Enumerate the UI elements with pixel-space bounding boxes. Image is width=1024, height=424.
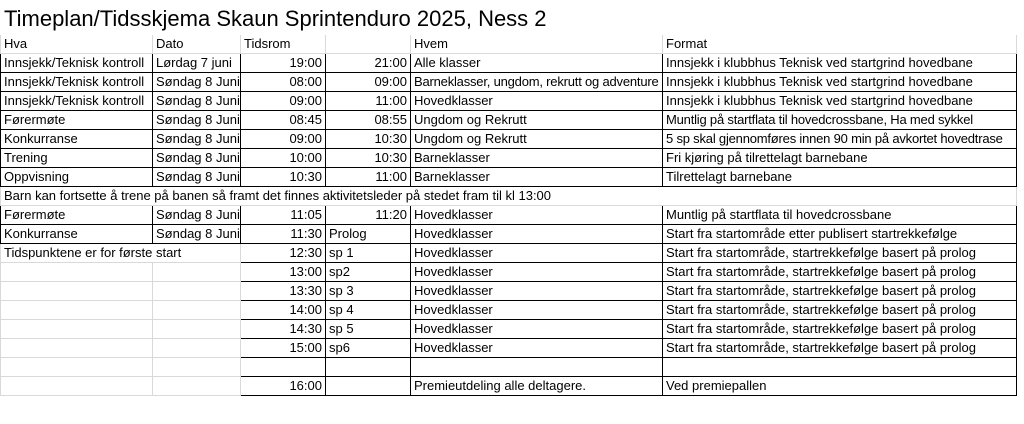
footnote-cell[interactable]: Tidspunktene er for første start	[1, 244, 241, 263]
cell-empty[interactable]	[241, 358, 326, 377]
cell-empty[interactable]	[411, 358, 663, 377]
header-format[interactable]: Format	[663, 35, 1017, 54]
cell-fra[interactable]: 10:30	[241, 168, 326, 187]
cell-hvem[interactable]: Alle klasser	[411, 54, 663, 73]
cell-format[interactable]: Innsjekk i klubbhus Teknisk ved startgrind hovedbane	[663, 92, 1017, 111]
cell-hva[interactable]: Innsjekk/Teknisk kontroll	[1, 54, 153, 73]
table-row	[1, 377, 1017, 396]
cell-sp[interactable]: sp 1	[326, 244, 411, 263]
cell-format[interactable]: Muntlig på startflata til hovedcrossbane	[663, 206, 1017, 225]
cell-format[interactable]: Fri kjøring på tilrettelagt barnebane	[663, 149, 1017, 168]
table-row	[1, 111, 1017, 130]
cell-format[interactable]: Muntlig på startflata til hovedcrossbane, Ha med sykkel	[663, 111, 1017, 130]
cell-sp[interactable]: sp6	[326, 339, 411, 358]
cell-empty[interactable]	[153, 282, 241, 301]
table-row	[1, 130, 1017, 149]
cell-dato[interactable]: Søndag 8 Juni	[153, 149, 241, 168]
cell-fra[interactable]: 19:00	[241, 54, 326, 73]
cell-dato[interactable]: Søndag 8 Juni	[153, 111, 241, 130]
cell-dato[interactable]: Søndag 8 Juni	[153, 130, 241, 149]
table-row	[1, 168, 1017, 187]
cell-fra[interactable]: 09:00	[241, 92, 326, 111]
cell-empty[interactable]	[153, 358, 241, 377]
cell-hvem[interactable]: Hovedklasser	[411, 301, 663, 320]
cell-dato[interactable]: Søndag 8 Juni	[153, 73, 241, 92]
cell-dato[interactable]: Søndag 8 Juni	[153, 206, 241, 225]
cell-empty[interactable]	[663, 358, 1017, 377]
cell-empty[interactable]	[326, 377, 411, 396]
sheet-title: Timeplan/Tidsskjema Skaun Sprintenduro 2025, Ness 2	[4, 6, 547, 31]
cell-fra[interactable]: 11:05	[241, 206, 326, 225]
cell-hvem[interactable]: Ungdom og Rekrutt	[411, 111, 663, 130]
cell-empty[interactable]	[1, 320, 153, 339]
cell-fra[interactable]: 16:00	[241, 377, 326, 396]
cell-empty[interactable]	[153, 263, 241, 282]
cell-fra[interactable]: 14:30	[241, 320, 326, 339]
table-row	[1, 225, 1017, 244]
cell-hvem[interactable]: Barneklasser	[411, 168, 663, 187]
cell-til[interactable]: 09:00	[326, 73, 411, 92]
cell-til[interactable]: 11:20	[326, 206, 411, 225]
cell-sp[interactable]: sp 5	[326, 320, 411, 339]
cell-hvem[interactable]: Hovedklasser	[411, 92, 663, 111]
cell-til[interactable]: 21:00	[326, 54, 411, 73]
cell-empty[interactable]	[153, 320, 241, 339]
cell-fra[interactable]: 11:30	[241, 225, 326, 244]
cell-dato[interactable]: Søndag 8 Juni	[153, 92, 241, 111]
cell-sp[interactable]: sp 3	[326, 282, 411, 301]
cell-format[interactable]: Start fra startområde, startrekkefølge basert på prolog	[663, 244, 1017, 263]
header-empty[interactable]	[326, 35, 411, 54]
cell-fra[interactable]: 10:00	[241, 149, 326, 168]
table-row	[1, 358, 1017, 377]
header-tidsrom[interactable]: Tidsrom	[241, 35, 326, 54]
header-row	[1, 35, 1017, 54]
cell-til[interactable]: 11:00	[326, 168, 411, 187]
cell-dato[interactable]: Søndag 8 Juni	[153, 225, 241, 244]
cell-empty[interactable]	[153, 301, 241, 320]
cell-til[interactable]: 11:00	[326, 92, 411, 111]
cell-hva[interactable]: Førermøte	[1, 206, 153, 225]
cell-fra[interactable]: 13:30	[241, 282, 326, 301]
cell-fra[interactable]: 08:45	[241, 111, 326, 130]
table-row	[1, 263, 1017, 282]
table-row	[1, 206, 1017, 225]
cell-hvem[interactable]: Hovedklasser	[411, 339, 663, 358]
table-row	[1, 54, 1017, 73]
cell-empty[interactable]	[153, 339, 241, 358]
cell-format[interactable]: Start fra startområde, startrekkefølge basert på prolog	[663, 301, 1017, 320]
cell-prolog[interactable]: Prolog	[326, 225, 411, 244]
cell-empty[interactable]	[153, 377, 241, 396]
cell-hvem[interactable]: Hovedklasser	[411, 225, 663, 244]
cell-empty[interactable]	[326, 358, 411, 377]
table-row	[1, 301, 1017, 320]
cell-format[interactable]: Start fra startområde, startrekkefølge basert på prolog	[663, 263, 1017, 282]
cell-hva[interactable]: Innsjekk/Teknisk kontroll	[1, 92, 153, 111]
cell-format[interactable]: Start fra startområde etter publisert startrekkefølge	[663, 225, 1017, 244]
cell-hva[interactable]: Innsjekk/Teknisk kontroll	[1, 73, 153, 92]
table-row	[1, 92, 1017, 111]
cell-empty[interactable]	[1, 377, 153, 396]
schedule-table	[0, 35, 1017, 396]
table-row	[1, 339, 1017, 358]
note-cell[interactable]: Barn kan fortsette å trene på banen så framt det finnes aktivitetsleder på stedet fram til kl 13:00	[1, 187, 1017, 206]
cell-til[interactable]: 10:30	[326, 130, 411, 149]
cell-hvem[interactable]: Hovedklasser	[411, 206, 663, 225]
cell-empty[interactable]	[1, 339, 153, 358]
cell-sp[interactable]: sp2	[326, 263, 411, 282]
cell-format[interactable]: Start fra startområde, startrekkefølge basert på prolog	[663, 320, 1017, 339]
cell-fra[interactable]: 14:00	[241, 301, 326, 320]
cell-format[interactable]: Innsjekk i klubbhus Teknisk ved startgrind hovedbane	[663, 54, 1017, 73]
cell-fra[interactable]: 09:00	[241, 130, 326, 149]
table-row	[1, 73, 1017, 92]
cell-hvem[interactable]: Hovedklasser	[411, 320, 663, 339]
table-row	[1, 282, 1017, 301]
cell-format[interactable]: 5 sp skal gjennomføres innen 90 min på avkortet hovedtrase	[663, 130, 1017, 149]
cell-hva[interactable]: Trening	[1, 149, 153, 168]
cell-hva[interactable]: Konkurranse	[1, 225, 153, 244]
cell-hva[interactable]: Oppvisning	[1, 168, 153, 187]
cell-hvem[interactable]: Hovedklasser	[411, 244, 663, 263]
header-hva[interactable]: Hva	[1, 35, 153, 54]
cell-empty[interactable]	[1, 282, 153, 301]
cell-hvem[interactable]: Hovedklasser	[411, 263, 663, 282]
cell-fra[interactable]: 08:00	[241, 73, 326, 92]
cell-hvem[interactable]: Premieutdeling alle deltagere.	[411, 377, 663, 396]
header-hvem[interactable]: Hvem	[411, 35, 663, 54]
table-row	[1, 320, 1017, 339]
table-row	[1, 149, 1017, 168]
cell-sp[interactable]: sp 4	[326, 301, 411, 320]
cell-hvem[interactable]: Hovedklasser	[411, 282, 663, 301]
cell-format[interactable]: Start fra startområde, startrekkefølge basert på prolog	[663, 339, 1017, 358]
cell-format[interactable]: Tilrettelagt barnebane	[663, 168, 1017, 187]
cell-format[interactable]: Start fra startområde, startrekkefølge basert på prolog	[663, 282, 1017, 301]
cell-dato[interactable]: Lørdag 7 juni	[153, 54, 241, 73]
cell-dato[interactable]: Søndag 8 Juni	[153, 168, 241, 187]
cell-hvem[interactable]: Ungdom og Rekrutt	[411, 130, 663, 149]
note-row	[1, 187, 1017, 206]
cell-til[interactable]: 08:55	[326, 111, 411, 130]
cell-fra[interactable]: 13:00	[241, 263, 326, 282]
header-dato[interactable]: Dato	[153, 35, 241, 54]
cell-hvem[interactable]: Barneklasser	[411, 149, 663, 168]
cell-hvem[interactable]: Barneklasser, ungdom, rekrutt og adventure	[411, 73, 663, 92]
table-row	[1, 244, 1017, 263]
cell-empty[interactable]	[1, 301, 153, 320]
cell-empty[interactable]	[1, 358, 153, 377]
cell-fra[interactable]: 12:30	[241, 244, 326, 263]
cell-til[interactable]: 10:30	[326, 149, 411, 168]
cell-format[interactable]: Ved premiepallen	[663, 377, 1017, 396]
cell-fra[interactable]: 15:00	[241, 339, 326, 358]
cell-empty[interactable]	[1, 263, 153, 282]
cell-format[interactable]: Innsjekk i klubbhus Teknisk ved startgrind hovedbane	[663, 73, 1017, 92]
cell-hva[interactable]: Konkurranse	[1, 130, 153, 149]
cell-hva[interactable]: Førermøte	[1, 111, 153, 130]
